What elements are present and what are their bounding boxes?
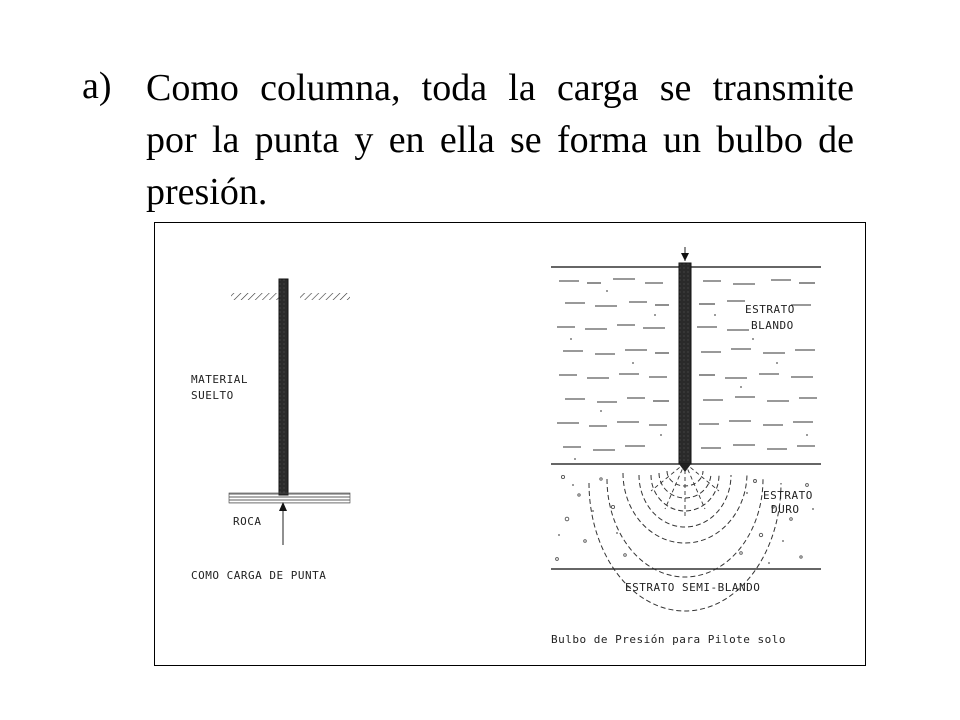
bullet-marker: a) [82,65,112,107]
hard-stratum-label-line1: ESTRATO [763,489,813,502]
soft-stratum-label-line2: BLANDO [751,319,794,332]
hard-stratum-label-line2: DURO [771,503,800,516]
end-bearing-pile-diagram [191,279,350,582]
pile-shaft [279,279,288,495]
bullet-line-3: presión. [146,171,268,213]
material-label-line2: SUELTO [191,389,234,402]
bullet-text [146,62,854,218]
pile-tip [679,464,691,472]
ground-surface-hatch-left [231,293,285,300]
rock-label: ROCA [233,515,262,528]
pile-diagram-svg [155,223,867,667]
semi-soft-stratum-label: ESTRATO SEMI-BLANDO [625,581,761,594]
load-arrow-head [279,502,287,511]
end-bearing-caption: COMO CARGA DE PUNTA [191,569,327,582]
ground-surface-hatch-right [300,293,350,300]
soft-stratum-label-line1: ESTRATO [745,303,795,316]
rock-layer [229,493,350,503]
pile-diagram-figure [154,222,866,666]
bullet-line-1: Como columna, toda la carga se transmite [146,67,854,109]
pressure-bulb-caption: Bulbo de Presión para Pilote solo [551,633,787,646]
pile-shaft-bulb [679,263,691,464]
material-label-line1: MATERIAL [191,373,248,386]
bullet-line-2: por la punta y en ella se forma un bulbo de [146,119,854,161]
load-arrow-head-bulb [681,253,689,261]
pressure-bulb-diagram [551,247,821,646]
